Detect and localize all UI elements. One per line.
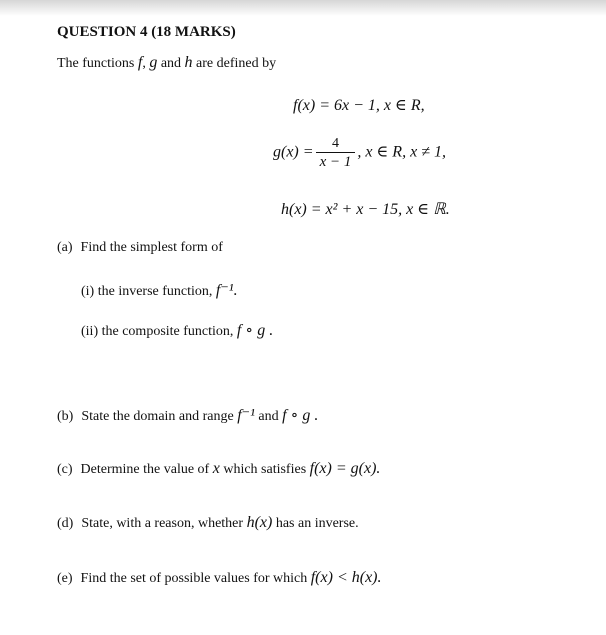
part-a-i-label: (i) [81, 284, 95, 299]
f-domain: x ∈ R, [383, 97, 425, 114]
g-lhs: g(x) = [273, 143, 314, 161]
h-definition [281, 199, 450, 219]
part-c-label: (c) [57, 462, 73, 477]
f-formula: f(x) = 6x − 1, [293, 97, 380, 114]
part-a-text: Find the simplest form of [80, 240, 223, 255]
part-c-variable: x [212, 460, 220, 477]
part-a [57, 240, 223, 256]
part-a-i-text: the inverse function, [97, 284, 213, 299]
part-a-ii-label: (ii) [81, 324, 99, 339]
part-e-label: (e) [57, 571, 73, 586]
intro-and: and [160, 56, 182, 71]
intro-suffix: are defined by [196, 56, 277, 71]
part-b-math-composite: f ∘ g . [282, 407, 319, 424]
question-title: QUESTION 4 (18 MARKS) [57, 24, 236, 40]
part-e [57, 569, 382, 587]
g-definition [273, 135, 446, 175]
part-c-text1: Determine the value of [80, 462, 210, 477]
h-domain: x ∈ ℝ. [406, 201, 450, 218]
part-b-label: (b) [57, 409, 74, 424]
part-b [57, 405, 318, 425]
part-a-i [81, 280, 238, 300]
part-a-ii [81, 320, 273, 340]
g-fraction [316, 135, 356, 171]
part-b-text: State the domain and range [81, 409, 234, 424]
part-a-label: (a) [57, 240, 73, 255]
part-c-math: f(x) = g(x). [309, 460, 381, 477]
intro-prefix: The functions [57, 56, 135, 71]
part-d-math: h(x) [246, 514, 273, 531]
part-c-text2: which satisfies [223, 462, 307, 477]
g-numerator: 4 [331, 136, 339, 151]
intro-line: The functions f, g and h are defined by [57, 54, 277, 71]
part-c [57, 460, 380, 478]
part-d [57, 514, 359, 532]
part-d-text2: has an inverse. [275, 516, 359, 531]
part-d-text1: State, with a reason, whether [81, 516, 244, 531]
part-b-math-inverse: f⁻¹ [237, 407, 255, 424]
f-definition [293, 95, 425, 115]
g-domain: , x ∈ R, x ≠ 1, [357, 143, 446, 161]
top-shadow [0, 0, 606, 16]
part-e-math: f(x) < h(x). [310, 569, 382, 586]
part-e-text: Find the set of possible values for which [80, 571, 308, 586]
symbol-h: h [184, 54, 193, 71]
symbol-f: f [137, 54, 143, 71]
part-a-ii-text: the composite function, [101, 324, 234, 339]
part-a-ii-math: f ∘ g . [236, 322, 274, 339]
part-a-i-math: f⁻¹. [215, 282, 238, 299]
symbol-g: g [149, 54, 158, 71]
part-d-label: (d) [57, 516, 74, 531]
g-denominator: x − 1 [316, 152, 356, 171]
part-b-and: and [258, 409, 279, 424]
h-formula: h(x) = x² + x − 15, [281, 201, 403, 218]
